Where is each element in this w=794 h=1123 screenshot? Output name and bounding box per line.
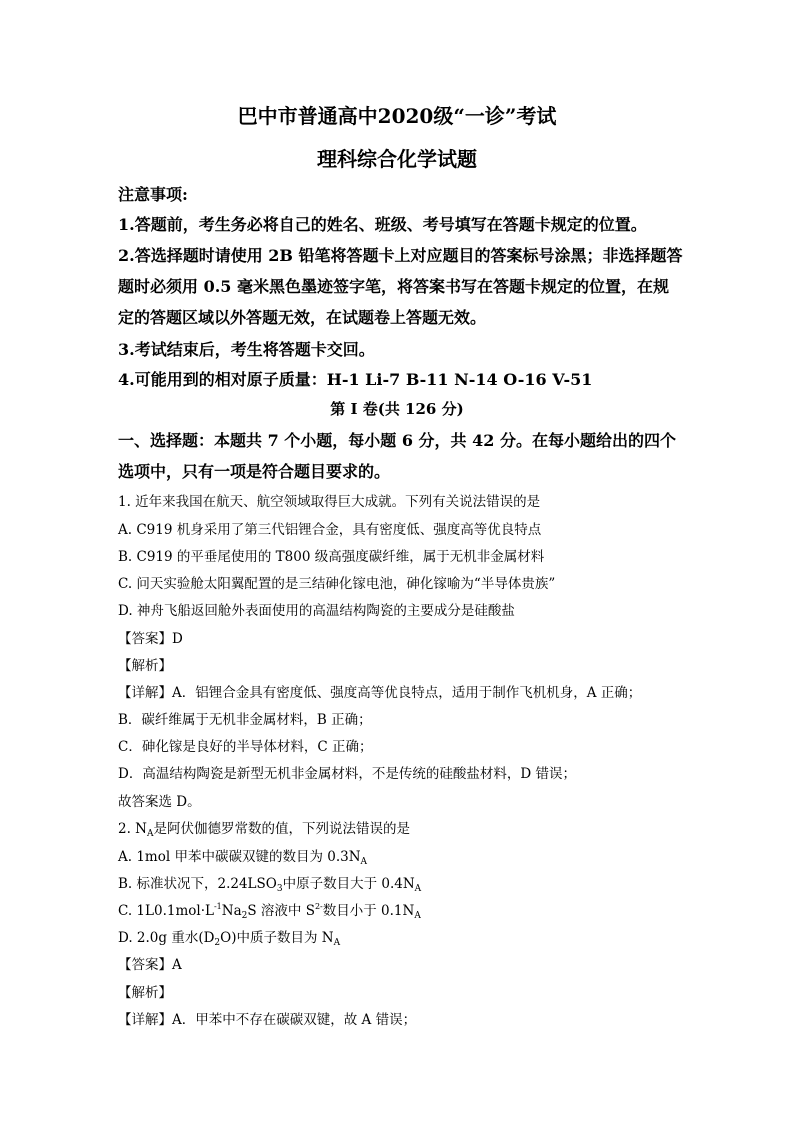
- notice-item-2-line-3: 定的答题区域以外答题无效，在试题卷上答题无效。: [118, 308, 487, 327]
- q2-option-a: A. 1mol 甲苯中碳碳双键的数目为 $0.3N_A$: [118, 849, 368, 867]
- notice-item-4: 4.可能用到的相对原子质量：H-1 Li-7 B-11 N-14 O-16 V-51: [118, 370, 593, 389]
- q1-option-c: C. 问天实验舱太阳翼配置的是三结砷化镓电池，砷化镓喻为“半导体贵族”: [118, 576, 556, 592]
- q2-option-d: D. 2.0g 重水$(D_2O)$中质子数目为 $N_A$: [118, 930, 341, 948]
- section-instruction-line-1: 一、选择题：本题共 7 个小题，每小题 6 分，共 42 分。在每小题给出的四个: [118, 431, 676, 450]
- q1-answer: 【答案】D: [118, 631, 183, 647]
- q2-option-c: C. $1L0.1mol\cdot L^{-1}Na_2S$ 溶液中 $S^{2-}$数目小于 $0.1N_A$: [118, 902, 421, 921]
- exam-subtitle: 理科综合化学试题: [317, 147, 477, 171]
- q2-analysis-line-1: 【详解】A．甲苯中不存在碳碳双键，故 A 错误；: [118, 1012, 417, 1028]
- notice-heading: 注意事项:: [118, 185, 188, 204]
- notice-item-3: 3.考试结束后，考生将答题卡交回。: [118, 340, 375, 359]
- q1-analysis-line-5: 故答案选 D。: [118, 794, 201, 810]
- section-title: 第 I 卷(共 126 分): [330, 400, 464, 418]
- q1-analysis-line-4: D．高温结构陶瓷是新型无机非金属材料，不是传统的硅酸盐材料，D 错误；: [118, 766, 576, 782]
- q2-analysis-label: 【解析】: [118, 985, 172, 1001]
- q1-option-d: D. 神舟飞船返回舱外表面使用的高温结构陶瓷的主要成分是硅酸盐: [118, 603, 515, 619]
- q1-analysis-label: 【解析】: [118, 658, 172, 674]
- notice-item-2-line-1: 2.答选择题时请使用 2B 铅笔将答题卡上对应题目的答案标号涂黑；非选择题答: [118, 246, 683, 265]
- exam-title: 巴中市普通高中2020级“一诊”考试: [237, 104, 557, 128]
- q2-answer: 【答案】A: [118, 957, 182, 973]
- q2-stem: 2. $N_A$是阿伏伽德罗常数的值，下列说法错误的是: [118, 821, 410, 839]
- q1-option-a: A. C919 机身采用了第三代铝锂合金，具有密度低、强度高等优良特点: [118, 522, 542, 538]
- q1-option-b: B. C919 的平垂尾使用的 T800 级高强度碳纤维，属于无机非金属材料: [118, 549, 545, 565]
- notice-item-1: 1.答题前，考生务必将自己的姓名、班级、考号填写在答题卡规定的位置。: [118, 215, 647, 234]
- q1-stem: 1. 近年来我国在航天、航空领域取得巨大成就。下列有关说法错误的是: [118, 494, 541, 510]
- q1-analysis-line-2: B．碳纤维属于无机非金属材料，B 正确；: [118, 712, 372, 728]
- q1-analysis-line-3: C．砷化镓是良好的半导体材料，C 正确；: [118, 739, 373, 755]
- section-instruction-line-2: 选项中，只有一项是符合题目要求的。: [118, 462, 391, 481]
- notice-item-2-line-2: 题时必须用 0.5 毫米黑色墨迹签字笔，将答案书写在答题卡规定的位置，在规: [118, 277, 669, 296]
- q2-option-b: B. 标准状况下，$2.24LSO_3$中原子数目大于 $0.4N_A$: [118, 876, 422, 894]
- q1-analysis-line-1: 【详解】A．铝锂合金具有密度低、强度高等优良特点，适用于制作飞机机身，A 正确；: [118, 685, 642, 701]
